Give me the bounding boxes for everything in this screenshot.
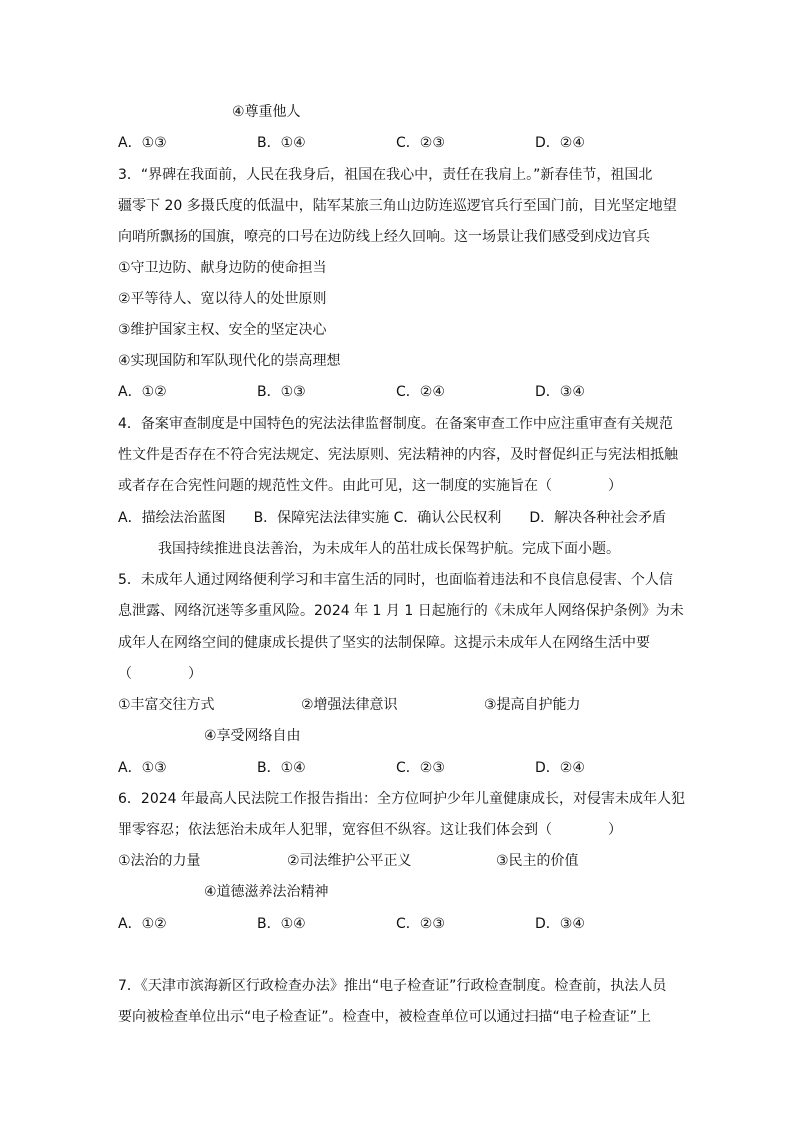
q3-choice-b: B．①③ xyxy=(257,384,306,400)
q6-choice-a: A．①② xyxy=(118,916,167,932)
q3-item: ④实现国防和军队现代化的崇高理想 xyxy=(118,353,341,369)
q3-item: ②平等待人、宽以待人的处世原则 xyxy=(118,291,327,307)
q5-item-1: ①丰富交往方式 xyxy=(118,697,215,713)
q6-item-4: ④道德滋养法治精神 xyxy=(204,884,329,900)
q6-stem-line: 罪零容忍；依法惩治未成年人犯罪，宽容但不纵容。这让我们体会到（ ） xyxy=(118,822,622,838)
q2-choice-a: A．①③ xyxy=(118,135,167,151)
q4-stem-line: 性文件是否存在不符合宪法规定、宪法原则、宪法精神的内容，及时督促纠正与宪法相抵触 xyxy=(118,447,678,463)
q5-item-3: ③提高自护能力 xyxy=(484,697,581,713)
q3-item: ③维护国家主权、安全的坚定决心 xyxy=(118,322,327,338)
q3-stem-line: 疆零下 20 多摄氏度的低温中，陆军某旅三角山边防连巡逻官兵行至国门前，目光坚定地望 xyxy=(118,198,677,214)
q6-stem-line: 6．2024 年最高人民法院工作报告指出：全方位呵护少年儿童健康成长，对侵害未成年人犯 xyxy=(118,791,685,807)
q4-choices: A．描绘法治蓝图 B．保障宪法法律实施 C．确认公民权利 D．解决各种社会矛盾 xyxy=(118,510,667,526)
q6-choice-d: D．③④ xyxy=(535,916,585,932)
q5-choice-d: D．②④ xyxy=(535,760,585,776)
q3-stem-line: 3．“界碑在我面前，人民在我身后，祖国在我心中，责任在我肩上。”新春佳节，祖国北 xyxy=(118,167,653,183)
q5-choice-c: C．②③ xyxy=(396,760,445,776)
q7-stem-line: 要向被检查单位出示“电子检查证”。检查中，被检查单位可以通过扫描“电子检查证”上 xyxy=(118,1009,652,1025)
section-intro: 我国持续推进良法善治，为未成年人的茁壮成长保驾护航。完成下面小题。 xyxy=(158,541,620,557)
q2-item-4: ④尊重他人 xyxy=(232,104,301,120)
q3-choice-c: C．②④ xyxy=(396,384,445,400)
q6-choice-c: C．②③ xyxy=(396,916,445,932)
q3-choice-a: A．①② xyxy=(118,384,167,400)
q6-item-3: ③民主的价值 xyxy=(496,853,579,869)
q3-choice-d: D．③④ xyxy=(535,384,585,400)
q4-stem-line: 或者存在合宪性问题的规范性文件。由此可见，这一制度的实施旨在（ ） xyxy=(118,478,622,494)
q5-choice-b: B．①④ xyxy=(257,760,306,776)
q5-answer-blank: （ ） xyxy=(118,666,202,682)
q3-stem-line: 向哨所飘扬的国旗，嘹亮的口号在边防线上经久回响。这一场景让我们感受到戍边官兵 xyxy=(118,229,650,245)
q5-stem-line: 5．未成年人通过网络便利学习和丰富生活的同时，也面临着违法和不良信息侵害、个人信 xyxy=(118,572,673,588)
q3-item: ①守卫边防、献身边防的使命担当 xyxy=(118,260,327,276)
q5-stem-line: 成年人在网络空间的健康成长提供了坚实的法制保障。这提示未成年人在网络生活中要 xyxy=(118,635,650,651)
q6-choice-b: B．①④ xyxy=(257,916,306,932)
q6-item-1: ①法治的力量 xyxy=(118,853,201,869)
q5-choice-a: A．①③ xyxy=(118,760,167,776)
q2-choice-d: D．②④ xyxy=(535,135,585,151)
q5-stem-line: 息泄露、网络沉迷等多重风险。2024 年 1 月 1 日起施行的《未成年人网络保护条例》为未 xyxy=(118,603,684,619)
q7-stem-line: 7．《天津市滨海新区行政检查办法》推出“电子检查证”行政检查制度。检查前，执法人员 xyxy=(118,978,667,994)
q2-choice-b: B．①④ xyxy=(257,135,306,151)
q2-choice-c: C．②③ xyxy=(396,135,445,151)
q5-item-2: ②增强法律意识 xyxy=(301,697,398,713)
q6-item-2: ②司法维护公平正义 xyxy=(287,853,412,869)
q5-item-4: ④享受网络自由 xyxy=(204,728,301,744)
q4-stem-line: 4．备案审查制度是中国特色的宪法法律监督制度。在备案审查工作中应注重审查有关规范 xyxy=(118,416,673,432)
